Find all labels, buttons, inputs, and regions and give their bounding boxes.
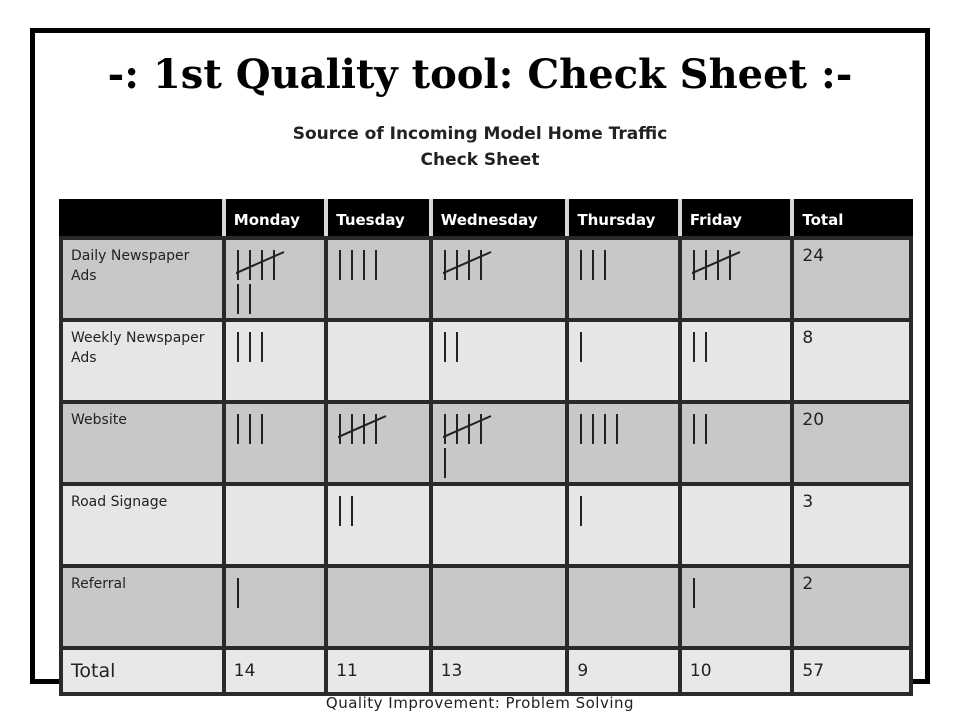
day-total-friday: 10 [680,648,793,694]
tally-strike [692,252,740,274]
tally-strike [443,416,491,438]
tally-cell-monday [224,402,326,484]
tally-cell-monday [224,484,326,566]
tally-marks-friday [692,412,788,446]
day-total-tuesday: 11 [326,648,430,694]
tally-marks-tuesday [338,248,434,282]
slide-footer: Quality Improvement: Problem Solving [325,694,635,712]
totals-label: Total [61,648,224,694]
tally-cell-tuesday [326,484,430,566]
tally-marks-thursday [579,494,675,528]
day-total-wednesday: 13 [431,648,568,694]
tally-cell-wednesday [431,402,568,484]
tally-cell-tuesday [326,238,430,320]
table-row [61,484,911,566]
table-row [61,238,911,320]
tally-cell-thursday [567,566,680,648]
table-row [61,566,911,648]
day-total-monday: 14 [224,648,326,694]
header-friday: Friday [680,201,793,238]
day-total-thursday: 9 [567,648,680,694]
tally-strike [236,252,284,274]
tally-cell-monday [224,320,326,402]
tally-cell-thursday [567,238,680,320]
tally-marks-monday [236,412,332,446]
tally-marks-friday [692,330,788,364]
source-label: Daily Newspaper Ads [61,238,224,320]
tally-cell-tuesday [326,402,430,484]
tally-marks-wednesday [443,330,539,364]
check-sheet-title-line1: Source of Incoming Model Home Traffic [292,124,668,144]
tally-cell-wednesday [431,566,568,648]
tally-cell-thursday [567,484,680,566]
tally-marks-friday [692,248,788,282]
tally-marks-thursday [579,412,675,446]
totals-row [61,648,911,694]
check-sheet-table [59,199,913,696]
tally-cell-friday [680,320,793,402]
slide-frame [30,28,930,684]
slide-title: -: 1st Quality tool: Check Sheet :- [107,51,853,98]
source-label: Weekly Newspaper Ads [61,320,224,402]
tally-strike [443,252,491,274]
header-source [61,201,224,238]
tally-cell-friday [680,566,793,648]
tally-marks-wednesday [443,248,539,282]
tally-cell-tuesday [326,320,430,402]
tally-cell-friday [680,484,793,566]
tally-marks-wednesday [443,412,539,480]
tally-marks-friday [692,576,788,610]
row-total: 3 [792,484,911,566]
tally-cell-tuesday [326,566,430,648]
header-monday: Monday [224,201,326,238]
tally-marks-monday [236,330,332,364]
row-total: 8 [792,320,911,402]
tally-cell-friday [680,402,793,484]
tally-cell-wednesday [431,238,568,320]
tally-strike [338,416,386,438]
tally-cell-wednesday [431,320,568,402]
row-total: 20 [792,402,911,484]
tally-cell-thursday [567,320,680,402]
tally-marks-thursday [579,330,675,364]
header-row [61,201,911,238]
source-label: Road Signage [61,484,224,566]
header-thursday: Thursday [567,201,680,238]
tally-cell-monday [224,238,326,320]
tally-marks-monday [236,576,332,610]
source-label: Website [61,402,224,484]
header-tuesday: Tuesday [326,201,430,238]
header-wednesday: Wednesday [431,201,568,238]
check-sheet-title-line2: Check Sheet [420,150,540,170]
row-total: 2 [792,566,911,648]
tally-marks-thursday [579,248,675,282]
grand-total: 57 [792,648,911,694]
table-row [61,320,911,402]
tally-marks-monday [236,248,332,316]
tally-cell-wednesday [431,484,568,566]
tally-cell-monday [224,566,326,648]
tally-cell-thursday [567,402,680,484]
tally-cell-friday [680,238,793,320]
header-total: Total [792,201,911,238]
table-row [61,402,911,484]
check-sheet-title [35,121,925,173]
row-total: 24 [792,238,911,320]
tally-marks-tuesday [338,412,434,446]
source-label: Referral [61,566,224,648]
tally-marks-tuesday [338,494,434,528]
